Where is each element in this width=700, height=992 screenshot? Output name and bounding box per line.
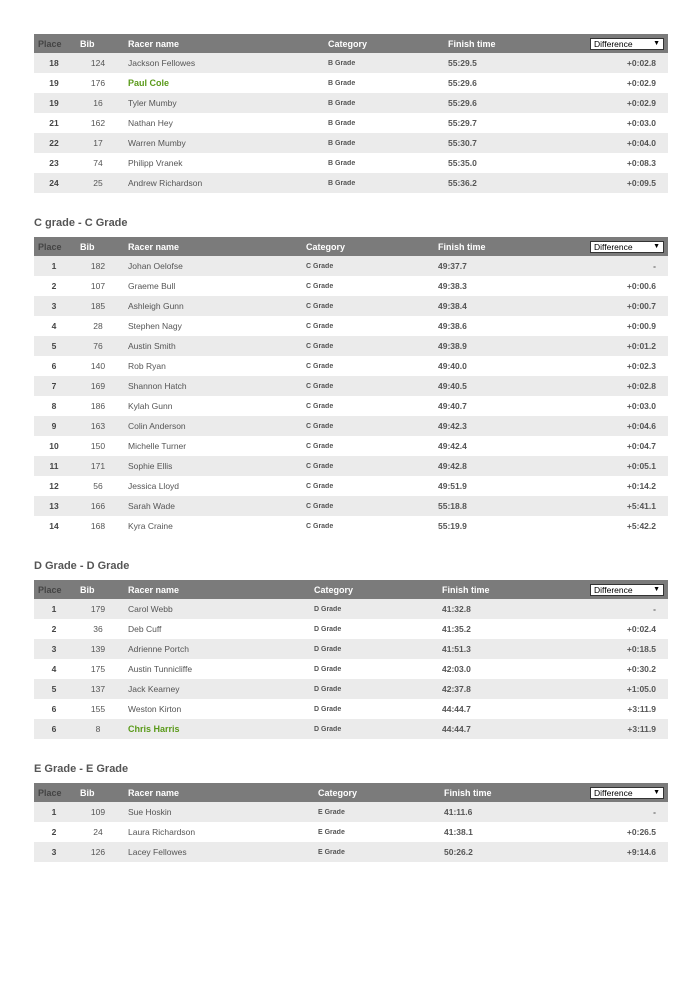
place-cell: 2 <box>51 624 57 634</box>
racer-name-cell: Rob Ryan <box>128 361 166 371</box>
bib-cell: 162 <box>90 118 106 128</box>
difference-cell: +0:00.7 <box>626 301 656 311</box>
bib-cell: 107 <box>90 281 106 291</box>
bib-cell: 124 <box>90 58 106 68</box>
racer-name-cell: Warren Mumby <box>128 138 186 148</box>
difference-select-value: Difference <box>594 584 633 595</box>
difference-cell: +0:02.9 <box>626 98 656 108</box>
table-row <box>34 376 668 396</box>
category-cell: B Grade <box>328 59 356 67</box>
category-cell: C Grade <box>306 262 334 270</box>
table-header <box>34 237 668 256</box>
difference-cell: +0:30.2 <box>626 664 656 674</box>
category-cell: D Grade <box>314 645 342 653</box>
section-title: D Grade - D Grade <box>34 560 130 572</box>
racer-name-cell: Sarah Wade <box>128 501 175 511</box>
difference-cell: +3:11.9 <box>627 724 656 734</box>
difference-cell: +3:11.9 <box>627 704 656 714</box>
category-cell: B Grade <box>328 79 356 87</box>
table-row <box>34 113 668 133</box>
header-difference <box>558 38 668 50</box>
difference-select-value: Difference <box>594 38 633 49</box>
bib-cell: 8 <box>95 724 101 734</box>
difference-cell: +0:02.9 <box>626 78 656 88</box>
place-cell: 19 <box>49 98 59 108</box>
place-cell: 6 <box>51 704 57 714</box>
racer-name-cell: Jessica Lloyd <box>128 481 180 491</box>
table-row <box>34 336 668 356</box>
header-finish-time: Finish time <box>448 38 496 49</box>
place-cell: 6 <box>51 361 57 371</box>
racer-name-cell: Austin Tunnicliffe <box>128 664 193 674</box>
results-table <box>34 34 668 193</box>
category-cell: C Grade <box>306 382 334 390</box>
place-cell: 1 <box>51 261 57 271</box>
bib-cell: 56 <box>93 481 103 491</box>
finish-time-cell: 49:42.4 <box>438 441 467 451</box>
header-finish-time: Finish time <box>438 241 486 252</box>
table-row <box>34 316 668 336</box>
header-place: Place <box>38 38 62 49</box>
difference-cell: +0:02.4 <box>626 624 656 634</box>
bib-cell: 74 <box>93 158 103 168</box>
difference-cell: +5:42.2 <box>626 521 656 531</box>
dropdown-arrow-icon: ▼ <box>653 789 660 796</box>
finish-time-cell: 49:38.4 <box>438 301 467 311</box>
bib-cell: 17 <box>93 138 103 148</box>
place-cell: 4 <box>51 321 57 331</box>
category-cell: B Grade <box>328 119 356 127</box>
dropdown-arrow-icon: ▼ <box>653 586 660 593</box>
racer-name-cell: Michelle Turner <box>128 441 187 451</box>
bib-cell: 139 <box>90 644 106 654</box>
results-table <box>34 783 668 862</box>
racer-name-cell: Tyler Mumby <box>128 98 177 108</box>
difference-cell: +0:08.3 <box>626 158 656 168</box>
racer-name-cell: Graeme Bull <box>128 281 176 291</box>
finish-time-cell: 49:40.7 <box>438 401 467 411</box>
header-place: Place <box>38 584 62 595</box>
bib-cell: 24 <box>93 827 103 837</box>
difference-cell: +0:04.6 <box>626 421 656 431</box>
bib-cell: 169 <box>90 381 106 391</box>
finish-time-cell: 49:38.3 <box>438 281 467 291</box>
bib-cell: 25 <box>93 178 103 188</box>
place-cell: 12 <box>49 481 59 491</box>
difference-select[interactable] <box>590 241 664 253</box>
difference-cell: +1:05.0 <box>626 684 656 694</box>
difference-cell: +0:02.8 <box>626 58 656 68</box>
header-bib: Bib <box>80 584 95 595</box>
header-difference <box>558 584 668 596</box>
place-cell: 8 <box>51 401 57 411</box>
bib-cell: 175 <box>90 664 106 674</box>
racer-name-cell: Shannon Hatch <box>128 381 187 391</box>
table-header <box>34 783 668 802</box>
table-row <box>34 516 668 536</box>
category-cell: B Grade <box>328 139 356 147</box>
racer-name-cell: Laura Richardson <box>128 827 196 837</box>
place-cell: 3 <box>51 847 57 857</box>
difference-cell: +0:04.0 <box>626 138 656 148</box>
category-cell: D Grade <box>314 665 342 673</box>
finish-time-cell: 44:44.7 <box>442 704 471 714</box>
finish-time-cell: 41:35.2 <box>442 624 471 634</box>
table-row <box>34 599 668 619</box>
racer-name-cell: Colin Anderson <box>128 421 186 431</box>
bib-cell: 137 <box>90 684 106 694</box>
difference-cell: +0:00.6 <box>626 281 656 291</box>
difference-cell: +0:02.8 <box>626 381 656 391</box>
bib-cell: 171 <box>90 461 106 471</box>
table-row <box>34 133 668 153</box>
finish-time-cell: 42:03.0 <box>442 664 471 674</box>
header-bib: Bib <box>80 241 95 252</box>
header-category: Category <box>328 38 368 49</box>
racer-name-cell: Austin Smith <box>128 341 176 351</box>
difference-cell: +0:01.2 <box>626 341 656 351</box>
table-row <box>34 416 668 436</box>
place-cell: 4 <box>51 664 57 674</box>
category-cell: B Grade <box>328 159 356 167</box>
results-table <box>34 580 668 739</box>
header-racer-name: Racer name <box>128 241 180 252</box>
finish-time-cell: 41:51.3 <box>442 644 471 654</box>
bib-cell: 166 <box>90 501 106 511</box>
table-row <box>34 396 668 416</box>
bib-cell: 182 <box>90 261 106 271</box>
place-cell: 22 <box>49 138 59 148</box>
header-finish-time: Finish time <box>442 584 490 595</box>
place-cell: 5 <box>51 684 57 694</box>
header-finish-time: Finish time <box>444 787 492 798</box>
table-row <box>34 296 668 316</box>
racer-name-cell: Jack Kearney <box>128 684 180 694</box>
bib-cell: 16 <box>93 98 103 108</box>
place-cell: 7 <box>51 381 57 391</box>
racer-name-cell: Jackson Fellowes <box>128 58 196 68</box>
category-cell: C Grade <box>306 442 334 450</box>
racer-name-cell: Johan Oelofse <box>128 261 183 271</box>
category-cell: C Grade <box>306 322 334 330</box>
table-row <box>34 639 668 659</box>
place-cell: 13 <box>49 501 59 511</box>
place-cell: 2 <box>51 827 57 837</box>
table-row <box>34 719 668 739</box>
place-cell: 5 <box>51 341 57 351</box>
finish-time-cell: 49:37.7 <box>438 261 467 271</box>
table-row <box>34 456 668 476</box>
header-racer-name: Racer name <box>128 787 180 798</box>
category-cell: D Grade <box>314 605 342 613</box>
finish-time-cell: 42:37.8 <box>442 684 471 694</box>
place-cell: 14 <box>49 521 59 531</box>
bib-cell: 126 <box>90 847 106 857</box>
finish-time-cell: 41:38.1 <box>444 827 473 837</box>
finish-time-cell: 41:11.6 <box>444 807 473 817</box>
place-cell: 23 <box>49 158 59 168</box>
category-cell: E Grade <box>318 808 345 816</box>
table-row <box>34 699 668 719</box>
racer-name-cell: Carol Webb <box>128 604 173 614</box>
table-row <box>34 496 668 516</box>
finish-time-cell: 55:30.7 <box>448 138 477 148</box>
table-row <box>34 802 668 822</box>
finish-time-cell: 55:19.9 <box>438 521 467 531</box>
table-row <box>34 476 668 496</box>
place-cell: 1 <box>51 807 57 817</box>
category-cell: C Grade <box>306 502 334 510</box>
place-cell: 6 <box>51 724 57 734</box>
finish-time-cell: 50:26.2 <box>444 847 473 857</box>
difference-select-value: Difference <box>594 787 633 798</box>
header-category: Category <box>318 787 358 798</box>
category-cell: B Grade <box>328 99 356 107</box>
racer-name-cell: Lacey Fellowes <box>128 847 187 857</box>
bib-cell: 155 <box>90 704 106 714</box>
difference-cell: +0:18.5 <box>626 644 656 654</box>
difference-cell: +0:05.1 <box>626 461 656 471</box>
table-row <box>34 256 668 276</box>
bib-cell: 36 <box>93 624 103 634</box>
bib-cell: 140 <box>90 361 106 371</box>
racer-name-cell: Weston Kirton <box>128 704 182 714</box>
racer-name-cell: Kylah Gunn <box>128 401 173 411</box>
dropdown-arrow-icon: ▼ <box>653 40 660 47</box>
place-cell: 10 <box>49 441 59 451</box>
finish-time-cell: 49:40.0 <box>438 361 467 371</box>
place-cell: 11 <box>49 461 59 471</box>
section-title: C grade - C Grade <box>34 217 128 229</box>
place-cell: 9 <box>51 421 57 431</box>
racer-name-cell: Adrienne Portch <box>128 644 189 654</box>
table-row <box>34 173 668 193</box>
table-row <box>34 822 668 842</box>
bib-cell: 76 <box>93 341 103 351</box>
racer-name-cell: Stephen Nagy <box>128 321 182 331</box>
bib-cell: 150 <box>90 441 106 451</box>
results-table <box>34 237 668 536</box>
table-row <box>34 619 668 639</box>
difference-select[interactable] <box>590 584 664 596</box>
table-row <box>34 73 668 93</box>
table-header <box>34 34 668 53</box>
racer-name-cell: Kyra Craine <box>128 521 173 531</box>
racer-name-cell[interactable]: Paul Cole <box>128 78 170 88</box>
finish-time-cell: 55:29.6 <box>448 78 477 88</box>
header-bib: Bib <box>80 38 95 49</box>
difference-cell: +0:00.9 <box>626 321 656 331</box>
header-difference <box>560 787 668 799</box>
bib-cell: 185 <box>90 301 106 311</box>
finish-time-cell: 55:35.0 <box>448 158 477 168</box>
finish-time-cell: 55:29.6 <box>448 98 477 108</box>
dropdown-arrow-icon: ▼ <box>653 243 660 250</box>
category-cell: B Grade <box>328 179 356 187</box>
difference-cell: +0:04.7 <box>626 441 656 451</box>
finish-time-cell: 49:51.9 <box>438 481 467 491</box>
section-title: E Grade - E Grade <box>34 763 129 775</box>
difference-cell: +0:26.5 <box>626 827 656 837</box>
bib-cell: 168 <box>90 521 106 531</box>
table-row <box>34 356 668 376</box>
finish-time-cell: 55:18.8 <box>438 501 467 511</box>
category-cell: C Grade <box>306 282 334 290</box>
difference-select-value: Difference <box>594 241 633 252</box>
finish-time-cell: 49:42.3 <box>438 421 467 431</box>
place-cell: 1 <box>51 604 57 614</box>
difference-cell: +0:14.2 <box>626 481 656 491</box>
finish-time-cell: 44:44.7 <box>442 724 471 734</box>
finish-time-cell: 55:29.5 <box>448 58 477 68</box>
category-cell: D Grade <box>314 705 342 713</box>
table-header <box>34 580 668 599</box>
bib-cell: 28 <box>93 321 103 331</box>
table-row <box>34 842 668 862</box>
header-place: Place <box>38 787 62 798</box>
header-bib: Bib <box>80 787 95 798</box>
category-cell: C Grade <box>306 482 334 490</box>
finish-time-cell: 49:38.9 <box>438 341 467 351</box>
category-cell: D Grade <box>314 725 342 733</box>
table-row <box>34 276 668 296</box>
difference-cell: +0:03.0 <box>626 118 656 128</box>
header-category: Category <box>306 241 346 252</box>
finish-time-cell: 49:38.6 <box>438 321 467 331</box>
difference-select[interactable] <box>590 38 664 50</box>
finish-time-cell: 41:32.8 <box>442 604 471 614</box>
category-cell: E Grade <box>318 848 345 856</box>
table-row <box>34 436 668 456</box>
racer-name-cell: Andrew Richardson <box>128 178 203 188</box>
finish-time-cell: 55:29.7 <box>448 118 477 128</box>
racer-name-cell: Nathan Hey <box>128 118 173 128</box>
bib-cell: 163 <box>90 421 106 431</box>
category-cell: C Grade <box>306 402 334 410</box>
place-cell: 3 <box>51 644 57 654</box>
finish-time-cell: 49:42.8 <box>438 461 467 471</box>
racer-name-cell: Sophie Ellis <box>128 461 173 471</box>
category-cell: D Grade <box>314 685 342 693</box>
place-cell: 19 <box>49 78 59 88</box>
header-category: Category <box>314 584 354 595</box>
racer-name-cell: Deb Cuff <box>128 624 162 634</box>
table-row <box>34 679 668 699</box>
bib-cell: 109 <box>90 807 106 817</box>
results-page <box>34 34 668 885</box>
place-cell: 21 <box>49 118 59 128</box>
finish-time-cell: 55:36.2 <box>448 178 477 188</box>
racer-name-cell[interactable]: Chris Harris <box>128 724 180 734</box>
category-cell: C Grade <box>306 302 334 310</box>
bib-cell: 179 <box>90 604 106 614</box>
bib-cell: 186 <box>90 401 106 411</box>
table-row <box>34 659 668 679</box>
difference-cell: +5:41.1 <box>626 501 656 511</box>
table-row <box>34 93 668 113</box>
racer-name-cell: Philipp Vranek <box>128 158 183 168</box>
difference-cell: - <box>653 604 656 614</box>
place-cell: 3 <box>51 301 57 311</box>
difference-cell: +0:09.5 <box>626 178 656 188</box>
header-place: Place <box>38 241 62 252</box>
difference-cell: - <box>653 261 656 271</box>
category-cell: D Grade <box>314 625 342 633</box>
difference-cell: - <box>653 807 656 817</box>
category-cell: C Grade <box>306 462 334 470</box>
place-cell: 18 <box>49 58 59 68</box>
difference-select[interactable] <box>590 787 664 799</box>
category-cell: C Grade <box>306 522 334 530</box>
difference-cell: +0:02.3 <box>626 361 656 371</box>
difference-cell: +0:03.0 <box>626 401 656 411</box>
place-cell: 2 <box>51 281 57 291</box>
header-racer-name: Racer name <box>128 584 180 595</box>
racer-name-cell: Ashleigh Gunn <box>128 301 184 311</box>
finish-time-cell: 49:40.5 <box>438 381 467 391</box>
header-racer-name: Racer name <box>128 38 180 49</box>
category-cell: C Grade <box>306 422 334 430</box>
place-cell: 24 <box>49 178 59 188</box>
bib-cell: 176 <box>90 78 106 88</box>
category-cell: E Grade <box>318 828 345 836</box>
category-cell: C Grade <box>306 342 334 350</box>
difference-cell: +9:14.6 <box>626 847 656 857</box>
racer-name-cell: Sue Hoskin <box>128 807 172 817</box>
header-difference <box>556 241 668 253</box>
table-row <box>34 53 668 73</box>
category-cell: C Grade <box>306 362 334 370</box>
table-row <box>34 153 668 173</box>
